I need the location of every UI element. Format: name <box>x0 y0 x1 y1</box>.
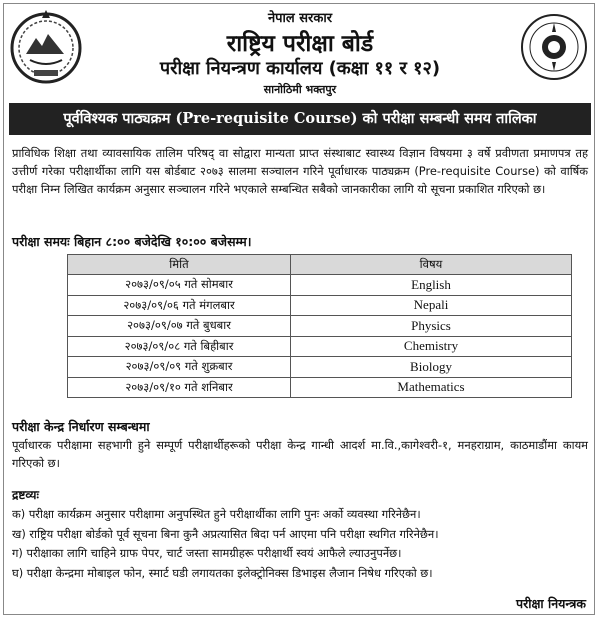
office-title: परीक्षा नियन्त्रण कार्यालय (कक्षा ११ र १२) <box>159 58 441 79</box>
intro-paragraph: प्राविधिक शिक्षा तथा व्यावसायिक तालिम परिषद् वा सोद्वारा मान्यता प्राप्त संस्थाबाट स्वास्थ्य विज्ञान विषयमा ३ वर्षे प्रवीणता प्रमाणपत्र तह उत्तीर्ण गरेका परीक्षार्थीका लागि यस बोर्डबाट २०७३ सालमा सञ्चालन गरिने पूर्वाधारक पाठ्यक्रम (Pre-requisite Course) को वार्षिक परीक्षा निम्न लिखित कार्यक्रम अनुसार सञ्चालन गरिने भएकाले सम्बन्धित सबैको जानकारीका लागि यो सूचना प्रकाशित गरिएको छ। <box>12 146 588 196</box>
exam-time: परीक्षा समयः बिहान ८:०० बजेदेखि १०:०० बजेसम्म। <box>12 234 252 249</box>
row-date: २०७३/०९/०५ गते सोमबार <box>68 275 291 296</box>
row-date: २०७३/०९/१० गते शनिबार <box>68 377 291 398</box>
table-row <box>68 316 572 337</box>
office-location: सानोठिमी भक्तपुर <box>263 83 337 96</box>
board-title: राष्ट्रिय परीक्षा बोर्ड <box>226 31 374 57</box>
center-heading: परीक्षा केन्द्र निर्धारण सम्बन्धमा <box>12 419 150 434</box>
row-subject: Chemistry <box>291 336 572 357</box>
notes-list <box>12 505 592 583</box>
table-row <box>68 377 572 398</box>
row-subject: English <box>291 275 572 296</box>
header-subject: विषय <box>291 255 572 275</box>
row-date: २०७३/०९/०७ गते बुधबार <box>68 316 291 337</box>
row-subject: Nepali <box>291 295 572 316</box>
header-date: मिति <box>68 255 291 275</box>
row-subject: Mathematics <box>291 377 572 398</box>
notice-banner: पूर्वविश्यक पाठ्यक्रम (Pre-requisite Course) को परीक्षा सम्बन्धी समय तालिका <box>9 103 591 135</box>
row-date: २०७३/०९/०९ गते शुक्रबार <box>68 357 291 378</box>
schedule-table <box>67 254 572 398</box>
center-paragraph: पूर्वाधारक परीक्षामा सहभागी हुने सम्पूर्ण परीक्षार्थीहरूको परीक्षा केन्द्र गान्धी आदर्श मा.वि.,कागेश्वरी-१, मनहराग्राम, काठमाडौंमा कायम गरिएको छ। <box>12 438 588 470</box>
list-item: ग) परीक्षाका लागि चाहिने ग्राफ पेपर, चार्ट जस्ता सामग्रीहरू परीक्षार्थी स्वयं आफैले ल्याउनुपर्नेछ। <box>12 546 402 560</box>
table-row <box>68 275 572 296</box>
table-row <box>68 357 572 378</box>
row-date: २०७३/०९/०८ गते बिहीबार <box>68 336 291 357</box>
note-heading: द्रष्टव्यः <box>12 488 39 502</box>
row-date: २०७३/०९/०६ गते मंगलबार <box>68 295 291 316</box>
signature: परीक्षा नियन्त्रक <box>516 596 586 611</box>
list-item: घ) परीक्षा केन्द्रमा मोबाइल फोन, स्मार्ट घडी लगायतका इलेक्ट्रोनिक्स डिभाइस लैजान निषेध गरिएको छ। <box>12 565 433 580</box>
list-item: क) परीक्षा कार्यक्रम अनुसार परीक्षामा अनुपस्थित हुने परीक्षार्थीका लागि पुनः अर्को व्यवस्था गरिनेछैन। <box>12 507 421 521</box>
row-subject: Biology <box>291 357 572 378</box>
row-subject: Physics <box>291 316 572 337</box>
list-item: ख) राष्ट्रिय परीक्षा बोर्डको पूर्व सूचना बिना कुनै अप्रत्यासित बिदा पर्न आएमा पनि परीक्षा स्थगित गरिनेछैन। <box>12 526 439 541</box>
table-row <box>68 336 572 357</box>
government-title: नेपाल सरकार <box>267 11 333 26</box>
schedule-header-row <box>68 255 572 275</box>
table-row <box>68 295 572 316</box>
